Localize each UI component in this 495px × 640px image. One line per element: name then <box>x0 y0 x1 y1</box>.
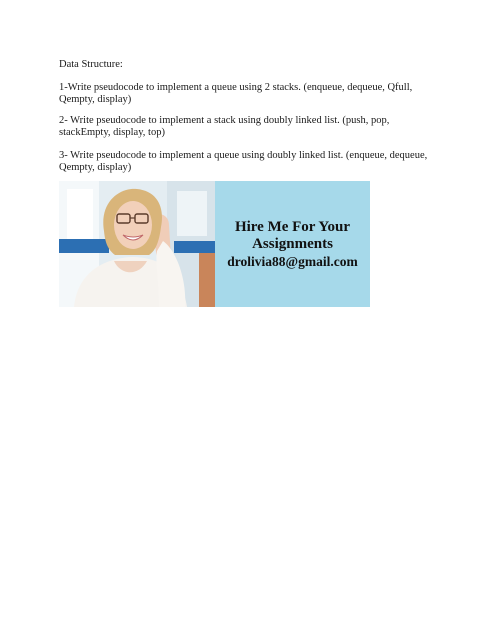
banner-line-1: Hire Me For Your <box>234 218 351 235</box>
contact-panel <box>215 181 370 307</box>
advertisement-banner <box>59 181 370 307</box>
document-heading: Data Structure: <box>59 59 123 70</box>
woman-photo <box>59 181 215 307</box>
banner-email: drolivia88@gmail.com <box>227 253 358 269</box>
banner-line-2: Assignments <box>252 235 333 252</box>
woman-with-glasses-illustration <box>59 181 215 307</box>
question-2: 2- Write pseudocode to implement a stack using doubly linked list. (push, pop, stackEmpty, display, top) <box>59 115 390 138</box>
question-1: 1-Write pseudocode to implement a queue using 2 stacks. (enqueue, dequeue, Qfull, Qempty, display) <box>59 82 413 105</box>
question-3: 3- Write pseudocode to implement a queue using doubly linked list. (enqueue, dequeue, Qempty, display) <box>59 150 428 173</box>
